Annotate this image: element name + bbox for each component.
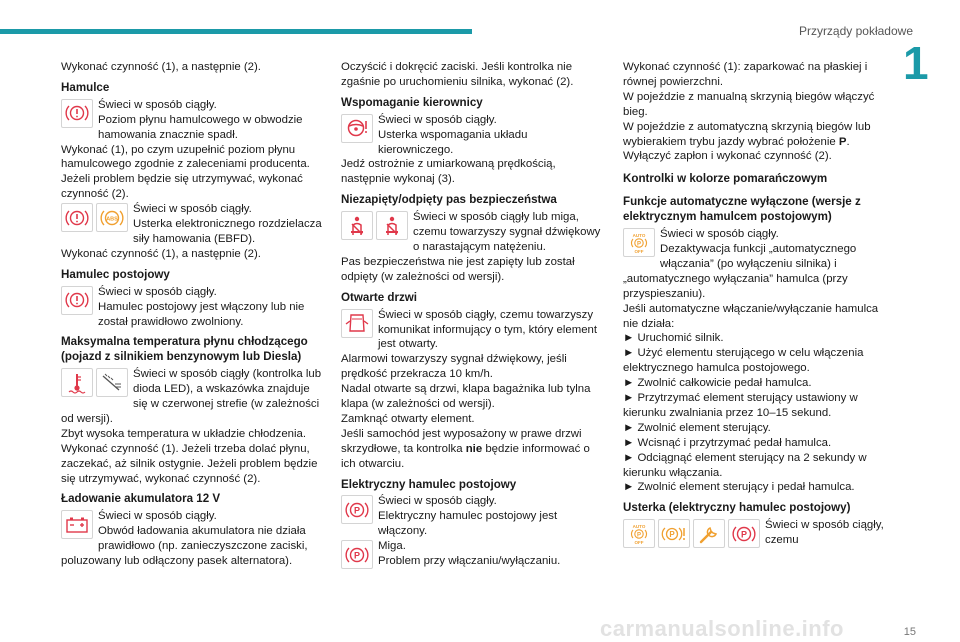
- svg-text:P: P: [636, 532, 642, 539]
- text-part: W pojeździe z automatyczną skrzynią biegów lub wybierakiem trybu jazdy wybrać położenie: [623, 120, 871, 148]
- svg-text:P: P: [669, 529, 675, 539]
- abs-icon: [96, 203, 128, 232]
- text: Dezaktywacja funkcji „automatycznego włączania” (po wyłączeniu silnika) i „automatycznego wyłączania” hamulca (przy przyspieszaniu).: [623, 242, 857, 300]
- heading-usterka: Usterka (elektryczny hamulec postojowy): [623, 501, 851, 515]
- heading-temperatura: Maksymalna temperatura płynu chłodzącego (pojazd z silnikiem benzynowym lub Diesla): [61, 335, 308, 364]
- icon-group: [623, 519, 760, 548]
- text-emphasis: nie: [465, 442, 483, 455]
- text: Wyłączyć zapłon i wykonać czynność (2).: [623, 150, 832, 163]
- chapter-number: 1: [903, 37, 929, 89]
- text: Świeci w sposób ciągły.: [133, 203, 252, 216]
- parking-brake-fault-icon: [658, 519, 690, 548]
- text: [341, 427, 605, 472]
- column-2: [341, 60, 605, 571]
- text: Nadal otwarte są drzwi, klapa bagażnika lub tylna klapa (w zależności od wersji).: [341, 383, 591, 411]
- icon-group: [61, 99, 93, 128]
- text: Świeci w sposób ciągły, czemu towarzyszy komunikat informujący o tym, który element jest otwarty.: [378, 308, 598, 351]
- heading-hamulec-postojowy: Hamulec postojowy: [61, 267, 170, 281]
- text: Problem przy włączaniu/wyłączaniu.: [378, 555, 561, 568]
- icon-group: [61, 286, 93, 315]
- open-door-icon: [341, 309, 373, 338]
- icon-group: [341, 211, 408, 240]
- icon-group: [341, 114, 373, 143]
- brake-warning-icon: [61, 99, 93, 128]
- heading-pomaranczowe: Kontrolki w kolorze pomarańczowym: [623, 172, 828, 186]
- parking-brake-icon: [341, 495, 373, 524]
- icon-group: [61, 203, 128, 232]
- parking-brake-icon: [341, 540, 373, 569]
- list-item: ► Odciągnąć element sterujący na 2 sekundy w kierunku włączania.: [623, 451, 867, 479]
- heading-otwarte-drzwi: Otwarte drzwi: [341, 290, 418, 304]
- parking-brake-icon: [728, 519, 760, 548]
- text: [623, 120, 889, 150]
- text: Zamknąć otwarty element.: [341, 412, 475, 425]
- text: Miga.: [378, 540, 406, 553]
- icon-group: [61, 368, 128, 397]
- text: Świeci w sposób ciągły.: [378, 495, 497, 508]
- text: W pojeździe z manualną skrzynią biegów włączyć bieg.: [623, 90, 875, 118]
- text: Poziom płynu hamulcowego w obwodzie hamowania znacznie spadł.: [98, 113, 303, 141]
- text: Usterka wspomagania układu kierowniczego.: [378, 128, 528, 156]
- list-item: ► Uruchomić silnik.: [623, 332, 724, 345]
- column-3: [623, 60, 889, 550]
- intro-text: Wykonać czynność (1), a następnie (2).: [61, 61, 261, 73]
- svg-text:P: P: [353, 505, 361, 516]
- text: Alarmowi towarzyszy sygnał dźwiękowy, jeśli prędkość przekracza 10 km/h.: [341, 353, 567, 381]
- svg-text:OFF: OFF: [634, 248, 644, 254]
- text-part: Jeśli samochód jest wyposażony w prawe drzwi skrzydłowe, ta kontrolka: [341, 427, 582, 455]
- heading-wspomaganie: Wspomaganie kierownicy: [341, 95, 483, 109]
- text: Jeżeli problem będzie się utrzymywać, wykonać czynność (2).: [61, 173, 303, 201]
- intro-text: Oczyścić i dokręcić zaciski. Jeśli kontrolka nie zgaśnie po uruchomieniu silnika, wykonać (2).: [341, 61, 574, 88]
- column-1: [61, 60, 325, 569]
- text: Świeci w sposób ciągły.: [660, 228, 779, 241]
- auto-off-parking-icon: [623, 519, 655, 548]
- text: Jedź ostrożnie z umiarkowaną prędkością, następnie wykonaj (3).: [341, 158, 556, 186]
- text-part: będzie informować o ich otwarciu.: [341, 442, 590, 470]
- section-title: Przyrządy pokładowe: [798, 24, 913, 38]
- seatbelt-icon: [341, 211, 373, 240]
- svg-text:P: P: [636, 240, 642, 247]
- text: Obwód ładowania akumulatora nie działa prawidłowo (np. zanieczyszczone zaciski, poluzowany lub odłączony pasek alternatora).: [61, 525, 308, 568]
- icon-group: [623, 228, 655, 257]
- svg-text:P: P: [740, 529, 748, 540]
- text: Hamulec postojowy jest włączony lub nie został prawidłowo zwolniony.: [98, 300, 305, 328]
- page-number: 15: [903, 626, 916, 638]
- temperature-gauge-icon: [96, 368, 128, 397]
- svg-text:ABS: ABS: [106, 215, 118, 222]
- heading-pasy: Niezapięty/odpięty pas bezpieczeństwa: [341, 193, 557, 207]
- icon-group: [341, 309, 373, 338]
- text: Pas bezpieczeństwa nie jest zapięty lub został odpięty (w zależności od wersji).: [341, 255, 575, 283]
- text: Elektryczny hamulec postojowy jest włączony.: [378, 510, 558, 538]
- list-item: ► Wcisnąć i przytrzymać pedał hamulca.: [623, 436, 832, 449]
- text: Jeśli automatyczne włączanie/wyłączanie hamulca nie działa:: [623, 302, 879, 330]
- svg-text:AUTO: AUTO: [632, 232, 646, 238]
- coolant-temperature-icon: [61, 368, 93, 397]
- text: Świeci w sposób ciągły.: [98, 98, 217, 111]
- text: Wykonać czynność (1), a następnie (2).: [61, 247, 261, 260]
- wrench-icon: [693, 519, 725, 548]
- text: Świeci w sposób ciągły (kontrolka lub dioda LED), a wskazówka znajduje się w czerwonej strefie (w zależności od wersji).: [61, 368, 322, 425]
- text: Świeci w sposób ciągły.: [98, 510, 217, 523]
- text: Usterka elektronicznego rozdzielacza siły hamowania (EBFD).: [133, 218, 322, 245]
- svg-text:P: P: [353, 550, 361, 561]
- list-item: ► Zwolnić całkowicie pedał hamulca.: [623, 377, 812, 390]
- text: Świeci w sposób ciągły.: [98, 285, 217, 298]
- text: Świeci w sposób ciągły lub miga, czemu towarzyszy sygnał dźwiękowy o narastającym natężeniu.: [413, 211, 601, 253]
- brake-warning-icon: [61, 203, 93, 232]
- list-item: ► Użyć elementu sterującego w celu włączenia elektrycznego hamulca postojowego.: [623, 347, 864, 375]
- text: Zbyt wysoka temperatura w układzie chłodzenia.: [61, 427, 307, 440]
- list-item: ► Przytrzymać element sterujący ustawiony w kierunku zwalniania przez 10–15 sekund.: [623, 392, 858, 419]
- heading-epb: Elektryczny hamulec postojowy: [341, 477, 517, 491]
- auto-off-parking-icon: [623, 228, 655, 257]
- heading-auto-off: Funkcje automatyczne wyłączone (wersje z elektrycznym hamulcem postojowym): [623, 195, 861, 224]
- steering-wheel-warning-icon: [341, 114, 373, 143]
- text: Świeci w sposób ciągły.: [378, 113, 497, 126]
- text: Świeci w sposób ciągły, czemu: [765, 519, 884, 547]
- icon-group: [341, 540, 373, 569]
- icon-group: [61, 510, 93, 539]
- svg-text:AUTO: AUTO: [632, 523, 646, 529]
- brake-warning-icon: [61, 286, 93, 315]
- text-part: .: [846, 135, 850, 148]
- heading-akumulator: Ładowanie akumulatora 12 V: [61, 492, 221, 506]
- text: Wykonać (1), po czym uzupełnić poziom płynu hamulcowego zgodnie z zaleceniami producenta.: [61, 143, 310, 171]
- seatbelt-icon: [376, 211, 408, 240]
- battery-icon: [61, 510, 93, 539]
- text: Wykonać czynność (1). Jeżeli trzeba dolać płynu, zaczekać, aż silnik ostygnie. Jeżeli problem będzie się utrzymywać, wykonać czynność (2).: [61, 442, 318, 485]
- icon-group: [341, 495, 373, 524]
- watermark: carmanualsonline.info: [600, 616, 844, 641]
- text-emphasis: P: [838, 135, 847, 148]
- text: Wykonać czynność (1): zaparkować na płaskiej i równej powierzchni.: [623, 61, 868, 88]
- list-item: ► Zwolnić element sterujący i pedał hamulca.: [623, 481, 855, 494]
- header-accent-bar: [0, 29, 472, 34]
- svg-text:OFF: OFF: [634, 539, 644, 545]
- list-item: ► Zwolnić element sterujący.: [623, 421, 771, 434]
- heading-hamulce: Hamulce: [61, 80, 110, 94]
